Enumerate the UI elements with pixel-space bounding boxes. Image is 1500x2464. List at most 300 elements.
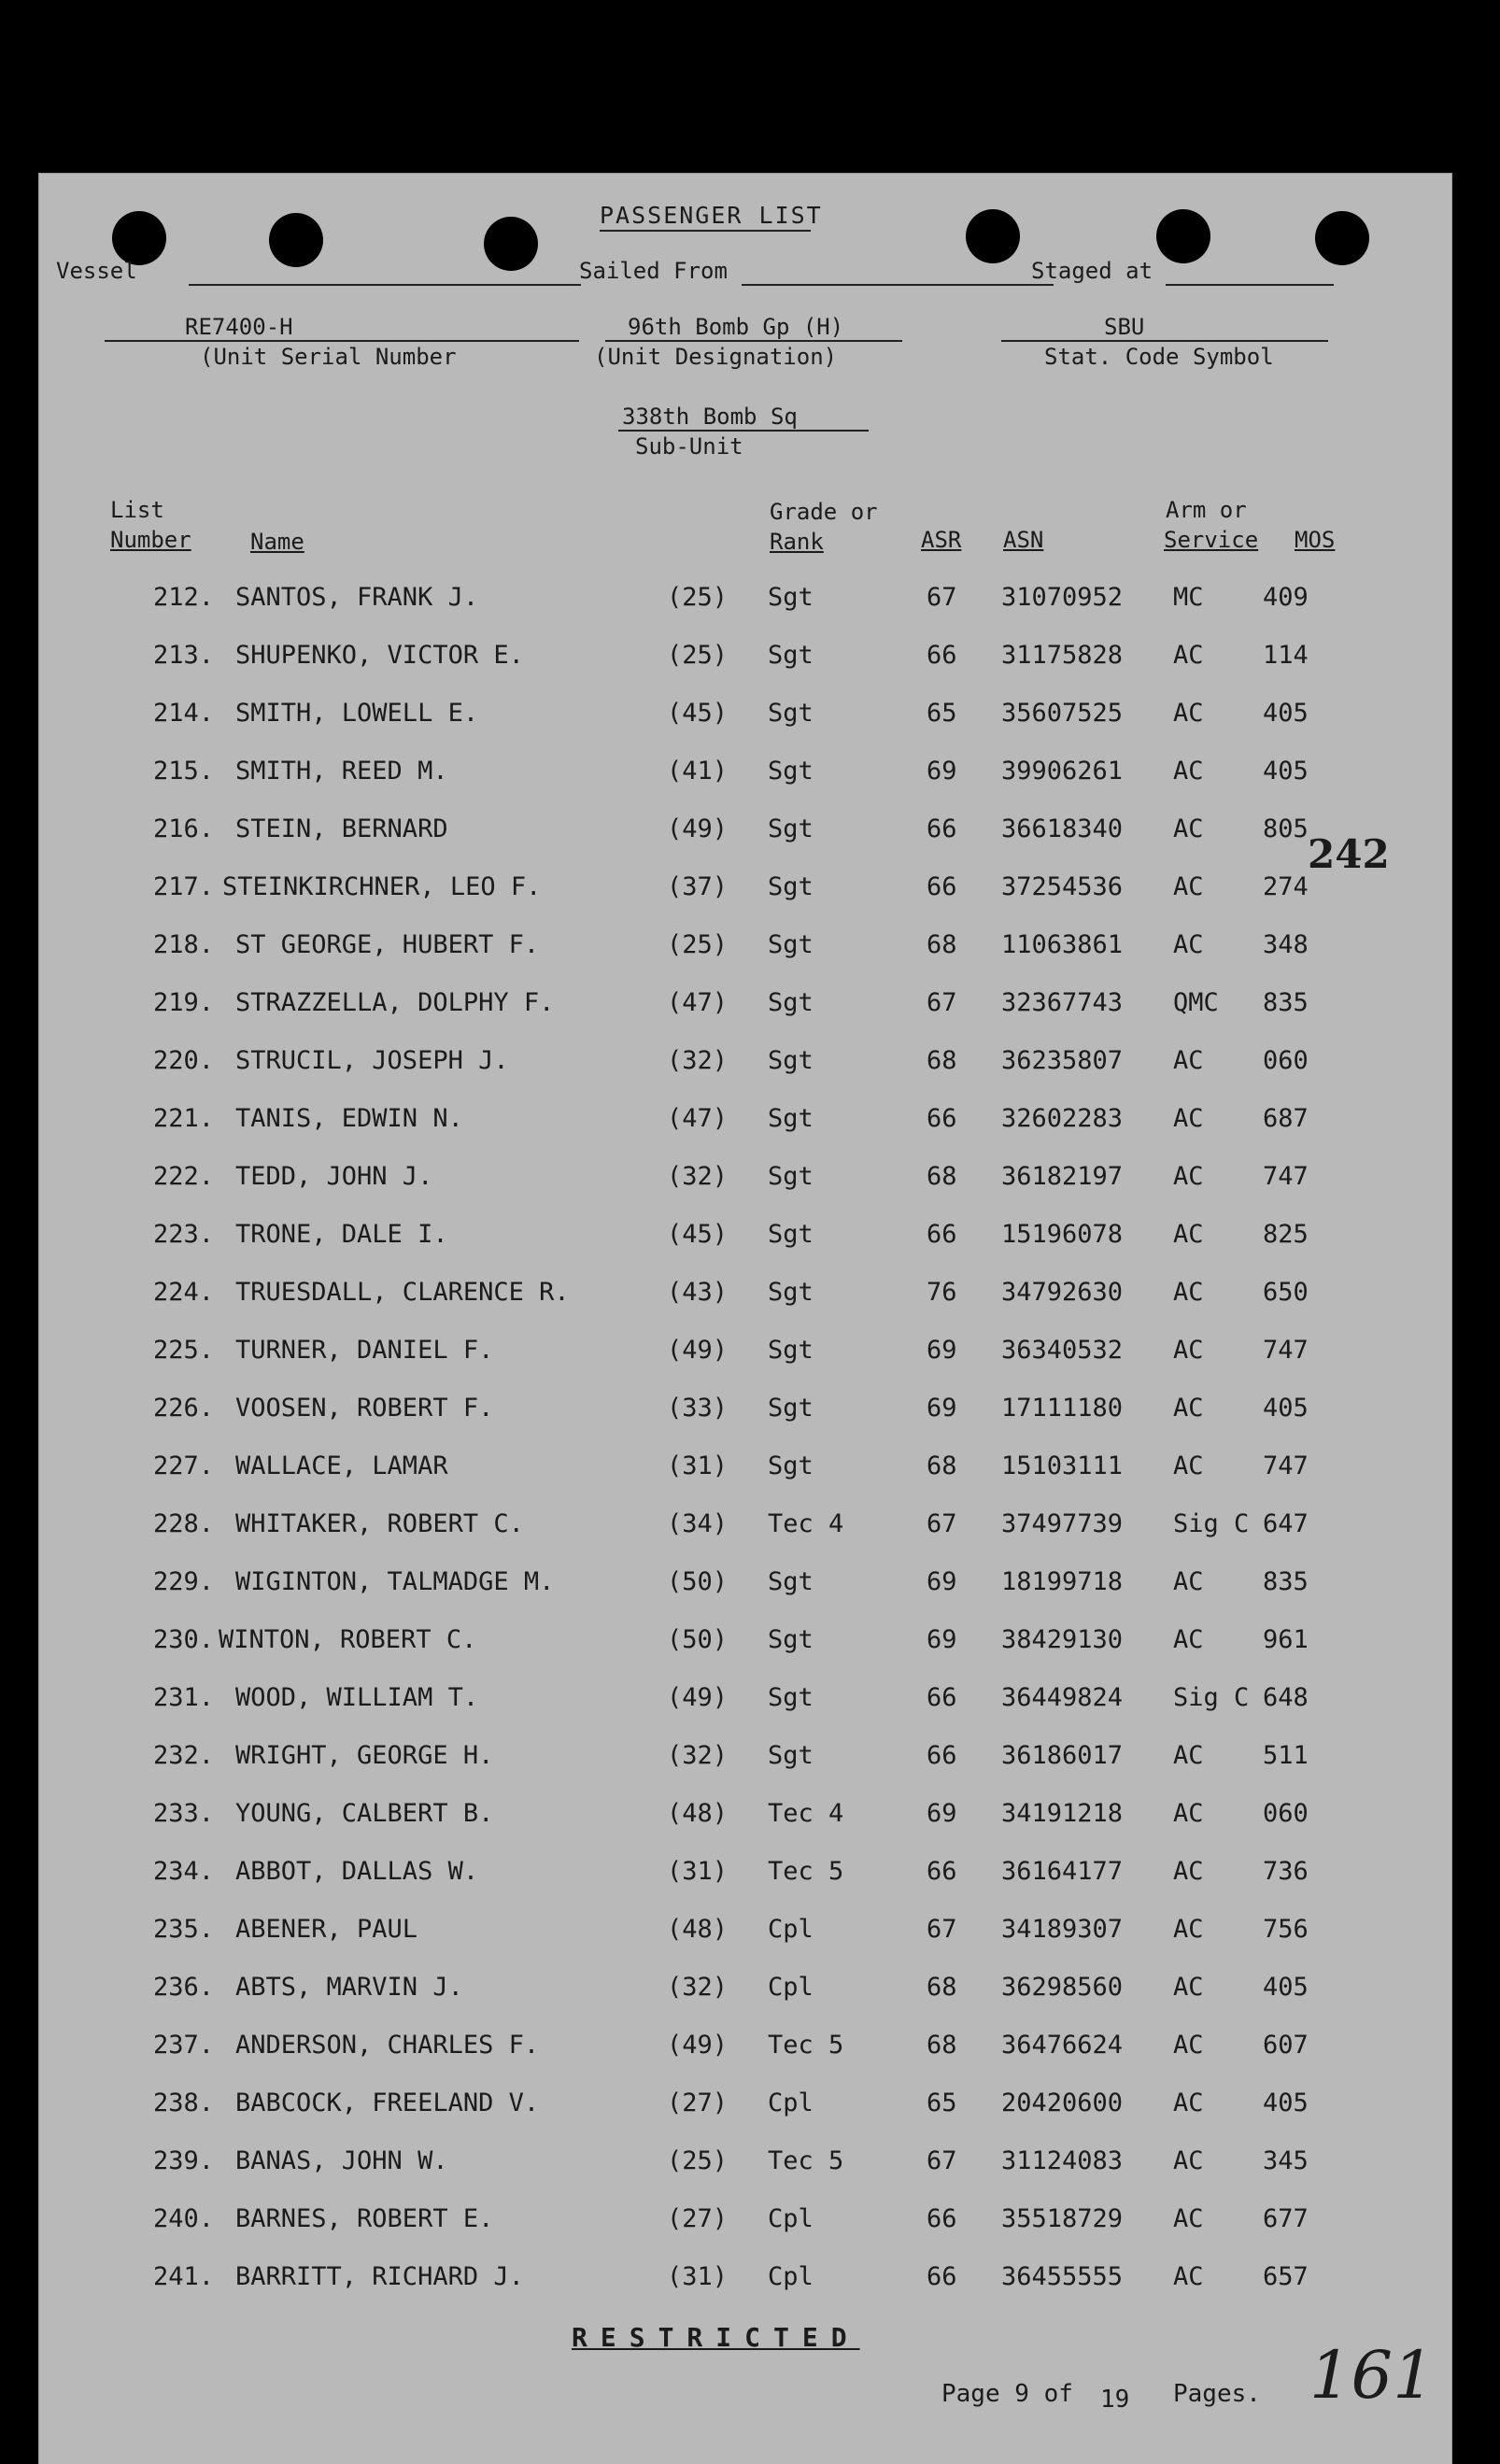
table-row <box>39 583 1451 620</box>
arm-service: AC <box>1173 1104 1204 1133</box>
asr: 69 <box>927 757 957 786</box>
rank: Sgt <box>768 1625 814 1654</box>
asn: 31070952 <box>1001 583 1124 612</box>
arm-service: AC <box>1173 1567 1204 1596</box>
age: (45) <box>667 699 729 728</box>
table-row <box>39 1220 1451 1257</box>
age: (31) <box>667 1857 729 1886</box>
table-row <box>39 1741 1451 1778</box>
mos: 405 <box>1263 1394 1309 1423</box>
passenger-name: ST GEORGE, HUBERT F. <box>235 930 540 959</box>
asr: 66 <box>927 1857 957 1886</box>
passenger-name: STRUCIL, JOSEPH J. <box>235 1046 509 1075</box>
rank: Cpl <box>768 1973 814 2002</box>
rank: Sgt <box>768 1162 814 1191</box>
asr: 68 <box>927 1046 957 1075</box>
mos: 805 <box>1263 814 1309 843</box>
asr: 69 <box>927 1567 957 1596</box>
asn: 36455555 <box>1001 2262 1124 2291</box>
rank: Sgt <box>768 1394 814 1423</box>
mos: 648 <box>1263 1683 1309 1712</box>
asn: 32602283 <box>1001 1104 1124 1133</box>
asr: 67 <box>927 988 957 1017</box>
page-indicator-suffix: Pages. <box>1173 2380 1261 2408</box>
age: (50) <box>667 1625 729 1654</box>
mos: 747 <box>1263 1162 1309 1191</box>
passenger-name: WHITAKER, ROBERT C. <box>235 1509 524 1538</box>
col-grade-line2: Rank <box>770 529 824 555</box>
mos: 345 <box>1263 2146 1309 2175</box>
col-arm-line1: Arm or <box>1166 497 1247 523</box>
arm-service: AC <box>1173 2262 1204 2291</box>
table-row <box>39 988 1451 1026</box>
list-number: 213. <box>153 641 215 670</box>
asr: 69 <box>927 1799 957 1828</box>
mos: 747 <box>1263 1336 1309 1365</box>
arm-service: AC <box>1173 1625 1204 1654</box>
arm-service: AC <box>1173 2031 1204 2060</box>
col-grade-line1: Grade or <box>770 499 878 525</box>
passenger-name: TRONE, DALE I. <box>235 1220 448 1249</box>
list-number: 233. <box>153 1799 215 1828</box>
rank: Sgt <box>768 1741 814 1770</box>
age: (32) <box>667 1046 729 1075</box>
list-number: 220. <box>153 1046 215 1075</box>
col-asn: ASN <box>1003 527 1044 553</box>
age: (33) <box>667 1394 729 1423</box>
asn: 36164177 <box>1001 1857 1124 1886</box>
asr: 68 <box>927 2031 957 2060</box>
page-indicator-prefix: Page 9 of <box>941 2380 1073 2408</box>
age: (49) <box>667 1336 729 1365</box>
mos: 647 <box>1263 1509 1309 1538</box>
asn: 36618340 <box>1001 814 1124 843</box>
rank: Sgt <box>768 814 814 843</box>
age: (37) <box>667 872 729 901</box>
age: (49) <box>667 1683 729 1712</box>
asr: 66 <box>927 641 957 670</box>
asn: 35607525 <box>1001 699 1124 728</box>
punch-hole <box>966 209 1020 263</box>
punch-hole <box>269 213 323 267</box>
sailed-from-label: Sailed From <box>579 258 728 284</box>
arm-service: AC <box>1173 1394 1204 1423</box>
arm-service: AC <box>1173 872 1204 901</box>
arm-service: AC <box>1173 1278 1204 1307</box>
table-row <box>39 1509 1451 1547</box>
list-number: 226. <box>153 1394 215 1423</box>
rank: Tec 5 <box>768 1857 844 1886</box>
passenger-name: TRUESDALL, CLARENCE R. <box>235 1278 570 1307</box>
list-number: 215. <box>153 757 215 786</box>
sub-unit-line <box>618 430 869 432</box>
age: (45) <box>667 1220 729 1249</box>
passenger-name: STEINKIRCHNER, LEO F. <box>222 872 542 901</box>
asr: 66 <box>927 1683 957 1712</box>
list-number: 219. <box>153 988 215 1017</box>
arm-service: AC <box>1173 757 1204 786</box>
arm-service: AC <box>1173 1799 1204 1828</box>
mos: 405 <box>1263 699 1309 728</box>
title-underline <box>600 230 811 232</box>
col-name: Name <box>250 529 304 555</box>
asr: 76 <box>927 1278 957 1307</box>
rank: Sgt <box>768 641 814 670</box>
passenger-name: TANIS, EDWIN N. <box>235 1104 463 1133</box>
arm-service: AC <box>1173 641 1204 670</box>
table-row <box>39 872 1451 910</box>
list-number: 229. <box>153 1567 215 1596</box>
asr: 69 <box>927 1625 957 1654</box>
passenger-name: STEIN, BERNARD <box>235 814 448 843</box>
asn: 15103111 <box>1001 1451 1124 1480</box>
document-page <box>39 174 1451 2464</box>
asn: 36476624 <box>1001 2031 1124 2060</box>
age: (31) <box>667 1451 729 1480</box>
staged-at-line <box>1166 284 1334 286</box>
arm-service: AC <box>1173 1336 1204 1365</box>
col-mos: MOS <box>1295 527 1336 553</box>
table-row <box>39 1336 1451 1373</box>
table-row <box>39 2146 1451 2184</box>
sub-unit-caption: Sub-Unit <box>635 433 743 460</box>
handwritten-number: 161 <box>1309 2337 1435 2414</box>
rank: Sgt <box>768 1046 814 1075</box>
rank: Tec 5 <box>768 2031 844 2060</box>
arm-service: MC <box>1173 583 1204 612</box>
passenger-name: STRAZZELLA, DOLPHY F. <box>235 988 555 1017</box>
table-row <box>39 1973 1451 2010</box>
asn: 36235807 <box>1001 1046 1124 1075</box>
station-code-value: SBU <box>1104 314 1145 340</box>
col-asr: ASR <box>921 527 962 553</box>
mos: 835 <box>1263 1567 1309 1596</box>
passenger-name: ABENER, PAUL <box>235 1915 418 1944</box>
punch-hole <box>1156 209 1210 263</box>
asr: 67 <box>927 1509 957 1538</box>
table-row <box>39 2089 1451 2126</box>
passenger-name: WOOD, WILLIAM T. <box>235 1683 479 1712</box>
rank: Cpl <box>768 2262 814 2291</box>
mos: 736 <box>1263 1857 1309 1886</box>
asr: 66 <box>927 872 957 901</box>
mos: 405 <box>1263 757 1309 786</box>
age: (41) <box>667 757 729 786</box>
table-row <box>39 1799 1451 1836</box>
age: (27) <box>667 2089 729 2117</box>
stamp-number: 242 <box>1308 831 1390 877</box>
asr: 66 <box>927 1741 957 1770</box>
rank: Tec 5 <box>768 2146 844 2175</box>
passenger-name: BARRITT, RICHARD J. <box>235 2262 524 2291</box>
rank: Sgt <box>768 1220 814 1249</box>
asr: 68 <box>927 1162 957 1191</box>
list-number: 216. <box>153 814 215 843</box>
list-number: 225. <box>153 1336 215 1365</box>
mos: 835 <box>1263 988 1309 1017</box>
mos: 405 <box>1263 1973 1309 2002</box>
mos: 060 <box>1263 1046 1309 1075</box>
passenger-name: ANDERSON, CHARLES F. <box>235 2031 540 2060</box>
station-code-line <box>1001 340 1328 342</box>
asn: 36182197 <box>1001 1162 1124 1191</box>
asn: 34792630 <box>1001 1278 1124 1307</box>
arm-service: AC <box>1173 1973 1204 2002</box>
passenger-name: VOOSEN, ROBERT F. <box>235 1394 494 1423</box>
asn: 37497739 <box>1001 1509 1124 1538</box>
rank: Sgt <box>768 757 814 786</box>
mos: 607 <box>1263 2031 1309 2060</box>
asn: 38429130 <box>1001 1625 1124 1654</box>
asn: 36449824 <box>1001 1683 1124 1712</box>
passenger-name: WRIGHT, GEORGE H. <box>235 1741 494 1770</box>
list-number: 241. <box>153 2262 215 2291</box>
asn: 36340532 <box>1001 1336 1124 1365</box>
asr: 67 <box>927 583 957 612</box>
table-row <box>39 1625 1451 1663</box>
passenger-name: WINTON, ROBERT C. <box>219 1625 477 1654</box>
unit-serial-value: RE7400-H <box>185 314 293 340</box>
table-row <box>39 1046 1451 1083</box>
sailed-from-line <box>742 284 1054 286</box>
asn: 36298560 <box>1001 1973 1124 2002</box>
passenger-name: WIGINTON, TALMADGE M. <box>235 1567 555 1596</box>
list-number: 236. <box>153 1973 215 2002</box>
arm-service: AC <box>1173 930 1204 959</box>
list-number: 232. <box>153 1741 215 1770</box>
rank: Sgt <box>768 1567 814 1596</box>
mos: 687 <box>1263 1104 1309 1133</box>
list-number: 214. <box>153 699 215 728</box>
table-row <box>39 930 1451 968</box>
rank: Tec 4 <box>768 1509 844 1538</box>
punch-hole <box>484 217 538 271</box>
age: (32) <box>667 1741 729 1770</box>
age: (49) <box>667 2031 729 2060</box>
list-number: 230. <box>153 1625 215 1654</box>
mos: 409 <box>1263 583 1309 612</box>
asr: 68 <box>927 930 957 959</box>
mos: 961 <box>1263 1625 1309 1654</box>
asn: 20420600 <box>1001 2089 1124 2117</box>
mos: 756 <box>1263 1915 1309 1944</box>
mos: 511 <box>1263 1741 1309 1770</box>
list-number: 240. <box>153 2204 215 2233</box>
arm-service: AC <box>1173 1915 1204 1944</box>
passenger-name: TEDD, JOHN J. <box>235 1162 433 1191</box>
asr: 65 <box>927 699 957 728</box>
station-code-caption: Stat. Code Symbol <box>1044 344 1274 370</box>
asr: 67 <box>927 1915 957 1944</box>
arm-service: AC <box>1173 1220 1204 1249</box>
vessel-line <box>189 284 581 286</box>
asn: 37254536 <box>1001 872 1124 901</box>
passenger-name: YOUNG, CALBERT B. <box>235 1799 494 1828</box>
list-number: 238. <box>153 2089 215 2117</box>
arm-service: AC <box>1173 2146 1204 2175</box>
asn: 34189307 <box>1001 1915 1124 1944</box>
age: (47) <box>667 988 729 1017</box>
asn: 31175828 <box>1001 641 1124 670</box>
asr: 66 <box>927 2262 957 2291</box>
list-number: 223. <box>153 1220 215 1249</box>
mos: 060 <box>1263 1799 1309 1828</box>
rank: Sgt <box>768 583 814 612</box>
table-row <box>39 699 1451 736</box>
mos: 114 <box>1263 641 1309 670</box>
list-number: 228. <box>153 1509 215 1538</box>
rank: Sgt <box>768 1336 814 1365</box>
list-number: 212. <box>153 583 215 612</box>
arm-service: AC <box>1173 2089 1204 2117</box>
age: (27) <box>667 2204 729 2233</box>
vessel-label: Vessel <box>56 258 137 284</box>
col-arm-line2: Service <box>1164 527 1259 553</box>
asr: 66 <box>927 2204 957 2233</box>
passenger-name: WALLACE, LAMAR <box>235 1451 448 1480</box>
arm-service: AC <box>1173 814 1204 843</box>
table-row <box>39 1278 1451 1315</box>
age: (47) <box>667 1104 729 1133</box>
unit-designation-line <box>605 340 902 342</box>
table-row <box>39 1394 1451 1431</box>
list-number: 231. <box>153 1683 215 1712</box>
mos: 825 <box>1263 1220 1309 1249</box>
list-number: 235. <box>153 1915 215 1944</box>
age: (43) <box>667 1278 729 1307</box>
mos: 677 <box>1263 2204 1309 2233</box>
restricted-marking: RESTRICTED <box>572 2322 860 2353</box>
asn: 36186017 <box>1001 1741 1124 1770</box>
passenger-name: SMITH, REED M. <box>235 757 448 786</box>
arm-service: Sig C <box>1173 1683 1250 1712</box>
arm-service: Sig C <box>1173 1509 1250 1538</box>
age: (32) <box>667 1162 729 1191</box>
asn: 11063861 <box>1001 930 1124 959</box>
asn: 18199718 <box>1001 1567 1124 1596</box>
unit-designation-value: 96th Bomb Gp (H) <box>628 314 844 340</box>
passenger-name: ABBOT, DALLAS W. <box>235 1857 479 1886</box>
unit-serial-caption: (Unit Serial Number <box>200 344 457 370</box>
passenger-name: SHUPENKO, VICTOR E. <box>235 641 524 670</box>
rank: Sgt <box>768 988 814 1017</box>
asr: 68 <box>927 1451 957 1480</box>
age: (25) <box>667 583 729 612</box>
asr: 69 <box>927 1394 957 1423</box>
table-row <box>39 1567 1451 1605</box>
rank: Cpl <box>768 2204 814 2233</box>
list-number: 239. <box>153 2146 215 2175</box>
list-number: 218. <box>153 930 215 959</box>
unit-designation-caption: (Unit Designation) <box>594 344 838 370</box>
asn: 35518729 <box>1001 2204 1124 2233</box>
age: (50) <box>667 1567 729 1596</box>
age: (48) <box>667 1915 729 1944</box>
table-row <box>39 641 1451 678</box>
arm-service: AC <box>1173 699 1204 728</box>
mos: 650 <box>1263 1278 1309 1307</box>
mos: 657 <box>1263 2262 1309 2291</box>
table-row <box>39 2031 1451 2068</box>
list-number: 221. <box>153 1104 215 1133</box>
mos: 274 <box>1263 872 1309 901</box>
table-row <box>39 757 1451 794</box>
asn: 34191218 <box>1001 1799 1124 1828</box>
table-row <box>39 1915 1451 1952</box>
asr: 65 <box>927 2089 957 2117</box>
rank: Sgt <box>768 1683 814 1712</box>
asr: 69 <box>927 1336 957 1365</box>
list-number: 224. <box>153 1278 215 1307</box>
arm-service: AC <box>1173 1857 1204 1886</box>
mos: 747 <box>1263 1451 1309 1480</box>
asn: 15196078 <box>1001 1220 1124 1249</box>
list-number: 217. <box>153 872 215 901</box>
rank: Cpl <box>768 1915 814 1944</box>
age: (25) <box>667 641 729 670</box>
asr: 66 <box>927 814 957 843</box>
age: (25) <box>667 930 729 959</box>
unit-serial-line <box>105 340 579 342</box>
asn: 17111180 <box>1001 1394 1124 1423</box>
list-number: 237. <box>153 2031 215 2060</box>
asr: 66 <box>927 1220 957 1249</box>
age: (49) <box>667 814 729 843</box>
age: (34) <box>667 1509 729 1538</box>
staged-at-label: Staged at <box>1031 258 1153 284</box>
page-indicator-total: 19 <box>1100 2386 1130 2414</box>
passenger-name: SMITH, LOWELL E. <box>235 699 479 728</box>
rank: Cpl <box>768 2089 814 2117</box>
asn: 31124083 <box>1001 2146 1124 2175</box>
arm-service: AC <box>1173 1162 1204 1191</box>
page-title: PASSENGER LIST <box>600 202 823 229</box>
table-row <box>39 2262 1451 2300</box>
rank: Sgt <box>768 1104 814 1133</box>
passenger-name: SANTOS, FRANK J. <box>235 583 479 612</box>
sub-unit-value: 338th Bomb Sq <box>622 404 798 430</box>
arm-service: AC <box>1173 1046 1204 1075</box>
arm-service: AC <box>1173 1451 1204 1480</box>
table-row <box>39 1683 1451 1721</box>
asn: 39906261 <box>1001 757 1124 786</box>
list-number: 227. <box>153 1451 215 1480</box>
asr: 67 <box>927 2146 957 2175</box>
table-row <box>39 814 1451 852</box>
asr: 66 <box>927 1104 957 1133</box>
mos: 348 <box>1263 930 1309 959</box>
rank: Sgt <box>768 1451 814 1480</box>
passenger-name: BABCOCK, FREELAND V. <box>235 2089 540 2117</box>
age: (25) <box>667 2146 729 2175</box>
punch-hole <box>1315 211 1369 265</box>
col-list-number-line2: Number <box>110 527 191 553</box>
rank: Sgt <box>768 930 814 959</box>
col-list-number-line1: List <box>110 497 164 523</box>
list-number: 234. <box>153 1857 215 1886</box>
list-number: 222. <box>153 1162 215 1191</box>
rank: Sgt <box>768 872 814 901</box>
passenger-name: BANAS, JOHN W. <box>235 2146 448 2175</box>
rank: Sgt <box>768 1278 814 1307</box>
arm-service: AC <box>1173 1741 1204 1770</box>
passenger-name: ABTS, MARVIN J. <box>235 1973 463 2002</box>
table-row <box>39 1857 1451 1894</box>
table-row <box>39 1451 1451 1489</box>
age: (31) <box>667 2262 729 2291</box>
table-row <box>39 2204 1451 2242</box>
table-row <box>39 1104 1451 1141</box>
